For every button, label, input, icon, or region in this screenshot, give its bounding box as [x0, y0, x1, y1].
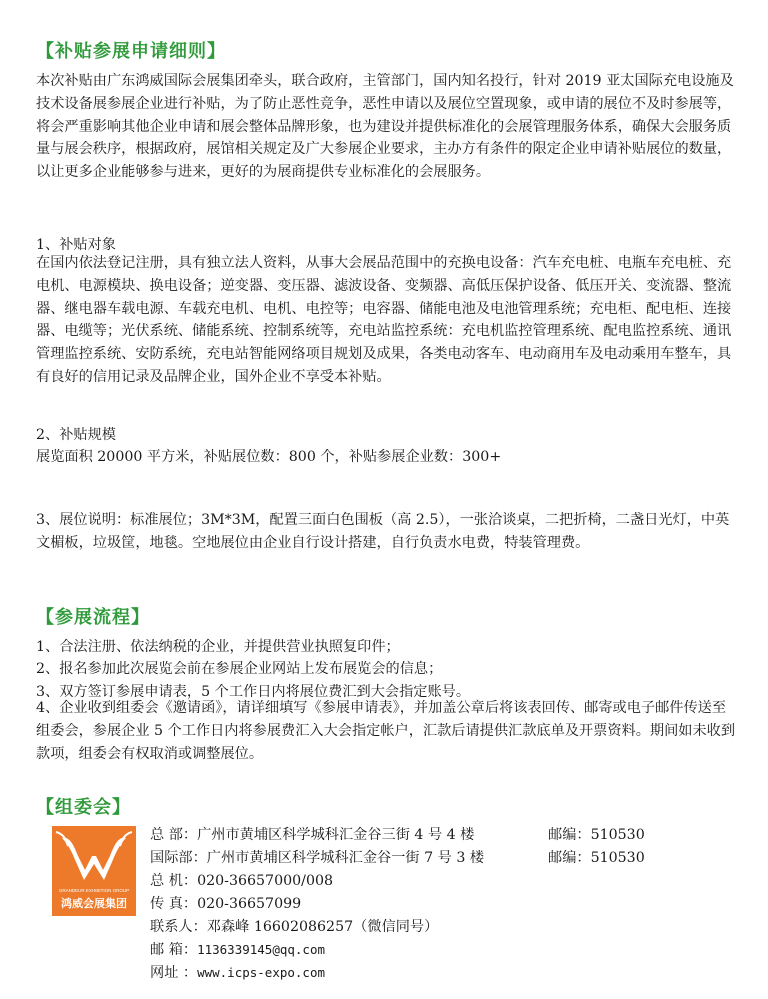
process-step: 3、双方签订参展申请表，5 个工作日内将展位费汇到大会指定账号。	[36, 684, 471, 700]
process-title: 【参展流程】	[36, 607, 150, 628]
intl-row	[150, 847, 645, 867]
logo-text-en: GRANDEUR EXHIBITION GROUP	[58, 888, 130, 893]
fax-number: 020-36657099	[197, 896, 302, 912]
process-step: 4、企业收到组委会《邀请函》，请详细填写《参展申请表》，并加盖公章后将该表回传、邮寄或电子邮件传送至组委会，参展企业 5 个工作日内将参展费汇入大会指定帐户，汇款后请提供汇款底单及开票资料。期间如未收到款项，组委会有权取消或调整展位。	[36, 700, 736, 762]
contact-label: 联系人：	[150, 919, 207, 935]
contact-person: 邓森峰 16602086257（微信同号）	[206, 919, 439, 935]
wings-w-icon	[52, 826, 136, 916]
item1-body: 在国内依法登记注册，具有独立法人资料，从事大会展品范围中的充换电设备：汽车充电桩、电瓶车充电桩、充电机、电源模块、换电设备；逆变器、变压器、滤波设备、变频器、高低压保护设备、低压开关、变流器、整流器、继电器车载电源、车载充电机、电机、电控等；电容器、储能电池及电池管理系统；充电柜、配电柜、连接器、电缆等；光伏系统、储能系统、控制系统等，充电站监控系统：充电机监控管理系统、配电监控系统、通讯管理监控系统、安防系统，充电站智能网络项目规划及成果，各类电动客车、电动商用车及电动乘用车整车，具有良好的信用记录及品牌企业，国外企业不享受本补贴。	[36, 255, 732, 385]
process-step: 2、报名参加此次展览会前在参展企业网站上发布展览会的信息；	[36, 661, 443, 677]
logo-text-cn: 鸿威会展集团	[61, 897, 127, 910]
item1-title: 1、补贴对象	[36, 237, 116, 253]
intl-label: 国际部：	[150, 850, 207, 866]
contact-row	[150, 916, 438, 936]
rules-title: 【补贴参展申请细则】	[36, 41, 226, 62]
hq-label: 总 部：	[150, 827, 198, 843]
hq-row	[150, 824, 645, 844]
email-row	[150, 939, 325, 959]
website-label: 网址 ：	[150, 965, 198, 981]
fax-label: 传 真：	[150, 896, 198, 912]
intl-zip: 邮编：510530	[548, 850, 645, 866]
hq-zip: 邮编：510530	[548, 827, 645, 843]
intl-address: 广州市黄埔区科学城科汇金谷一街 7 号 3 楼	[206, 850, 485, 866]
website-row	[150, 962, 325, 982]
company-logo	[52, 826, 136, 916]
rules-intro: 本次补贴由广东鸿威国际会展集团牵头，联合政府，主管部门，国内知名投行，针对 2019 亚太国际充电设施及技术设备展参展企业进行补贴，为了防止恶性竞争，恶性申请以及展位空置现象，或申请的展位不及时参展等，将会严重影响其他企业申请和展会整体品牌形象，也为建设并提供标准化的会展管理服务体系，确保大会服务质量与展会秩序，根据政府，展馆相关规定及广大参展企业要求，主办方有条件的限定企业申请补贴展位的数量，以让更多企业能够参与进来，更好的为展商提供专业标准化的会展服务。	[36, 73, 734, 181]
email-label: 邮 箱：	[150, 942, 198, 958]
item3-body: 3、展位说明：标准展位；3M*3M，配置三面白色围板（高 2.5），一张洽谈桌，二把折椅，二盏日光灯，中英文楣板，垃圾筐，地毯。空地展位由企业自行设计搭建，自行负责水电费，特装管理费。	[36, 512, 730, 551]
website-link[interactable]: www.icps-expo.com	[197, 965, 326, 980]
hq-address: 广州市黄埔区科学城科汇金谷三街 4 号 4 楼	[197, 827, 475, 843]
phone-row	[150, 870, 333, 890]
phone-number: 020-36657000/008	[197, 873, 334, 889]
email-address[interactable]: 1136339145@qq.com	[197, 942, 326, 957]
item2-body: 展览面积 20000 平方米，补贴展位数：800 个，补贴参展企业数：300+	[36, 449, 502, 465]
phone-label: 总 机：	[150, 873, 198, 889]
process-step: 1、合法注册、依法纳税的企业，并提供营业执照复印件；	[36, 639, 400, 655]
committee-title: 【组委会】	[36, 797, 131, 818]
fax-row	[150, 893, 301, 913]
item2-title: 2、补贴规模	[36, 427, 116, 443]
